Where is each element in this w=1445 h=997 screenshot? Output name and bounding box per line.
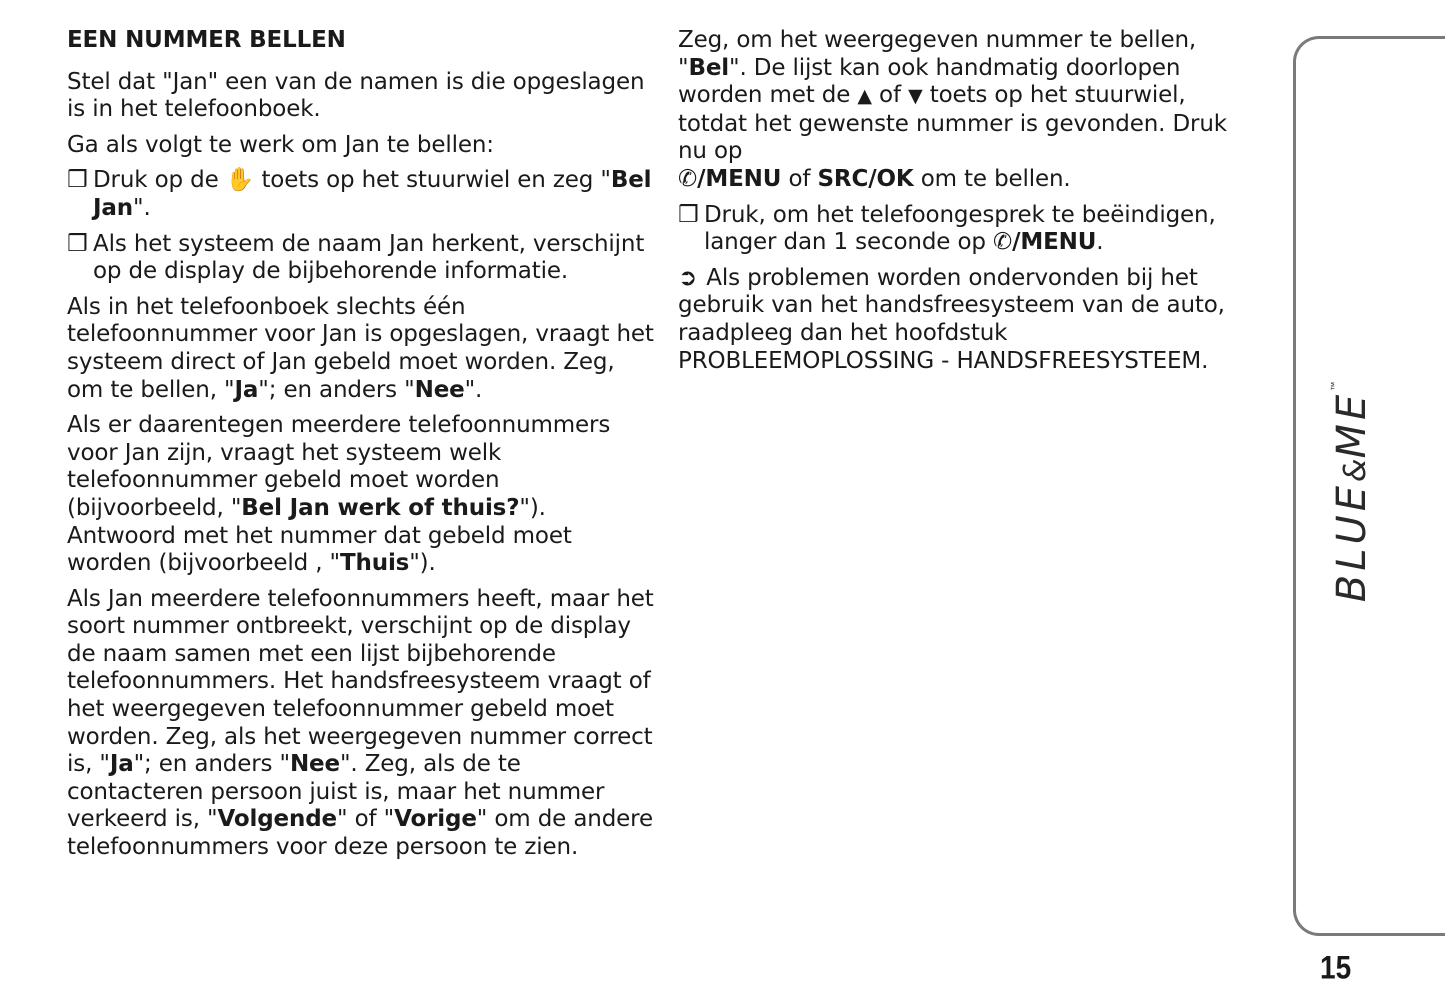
instruction-paragraph: Ga als volgt te werk om Jan te bellen: — [67, 131, 494, 158]
voice-command-icon: ✋ — [225, 167, 255, 194]
single-number-paragraph: Als in het telefoonboek slechts één telefoonnummer voor Jan is opgeslagen, vraagt het systeem direct of Jan gebeld moet worden. Zeg, om te bellen, "Ja"; en anders "Nee". — [67, 293, 654, 403]
bullet-recognition: ❒ Als het systeem de naam Jan herkent, verschijnt op de display de bijbehorende informatie. — [67, 230, 645, 285]
checkbox-bullet-icon: ❒ — [67, 230, 88, 257]
page-number: 15 — [1320, 949, 1352, 986]
blue-and-me-logo: BLUE&ME™ — [1329, 377, 1375, 603]
intro-paragraph: Stel dat "Jan" een van de namen is die opgeslagen is in het telefoonboek. — [67, 68, 645, 123]
bullet-end-call: ❒ Druk, om het telefoongesprek te beëindigen, langer dan 1 seconde op ✆/MENU. — [678, 201, 1216, 256]
left-column — [67, 27, 657, 870]
section-heading: EEN NUMMER BELLEN — [67, 27, 346, 53]
troubleshooting-note: ➲ Als problemen worden ondervonden bij het gebruik van het handsfreesysteem van de auto, raadpleeg dan het hoofdstuk PROBLEEMOPLOSSING - HANDSFREESYSTEEM. — [678, 264, 1225, 374]
note-arrow-icon: ➲ — [678, 264, 698, 291]
bullet-voice-command: ❒ Druk op de ✋ toets op het stuurwiel en zeg "Bel Jan". — [67, 167, 652, 221]
multiple-numbers-paragraph: Als er daarentegen meerdere telefoonnummers voor Jan zijn, vraagt het systeem welk telefoonnummer gebeld moet worden (bijvoorbeeld, "Bel Jan werk of thuis?"). Antwoord met het nummer dat gebeld moet worden (bijvoorbeeld , "Thuis"). — [67, 412, 611, 577]
call-instruction-paragraph: Zeg, om het weergegeven nummer te bellen, "Bel". De lijst kan ook handmatig doorlopen worden met de ▲ of ▼ toets op het stuurwiel, totdat het gewenste nummer is gevonden. Druk nu op ✆/MENU of SRC/OK om te bellen. — [678, 27, 1227, 192]
checkbox-bullet-icon: ❒ — [67, 167, 88, 194]
phone-icon: ✆ — [678, 165, 698, 192]
up-arrow-icon: ▲ — [857, 85, 872, 108]
down-arrow-icon: ▼ — [908, 85, 923, 108]
checkbox-bullet-icon: ❒ — [678, 201, 699, 228]
missing-type-paragraph: Als Jan meerdere telefoonnummers heeft, maar het soort nummer ontbreekt, verschijnt op de display de naam samen met een lijst bijbehorende telefoonnummers. Het handsfreesysteem vraagt of het weergegeven telefoonnummer gebeld moet worden. Zeg, als het weergegeven nummer correct is, "Ja"; en anders "Nee". Zeg, als de te contacteren persoon juist is, maar het nummer verkeerd is, "Volgende" of "Vorige" om de andere telefoonnummers voor deze persoon te zien. — [67, 585, 654, 861]
phone-icon: ✆ — [992, 229, 1013, 256]
right-column — [678, 27, 1248, 383]
